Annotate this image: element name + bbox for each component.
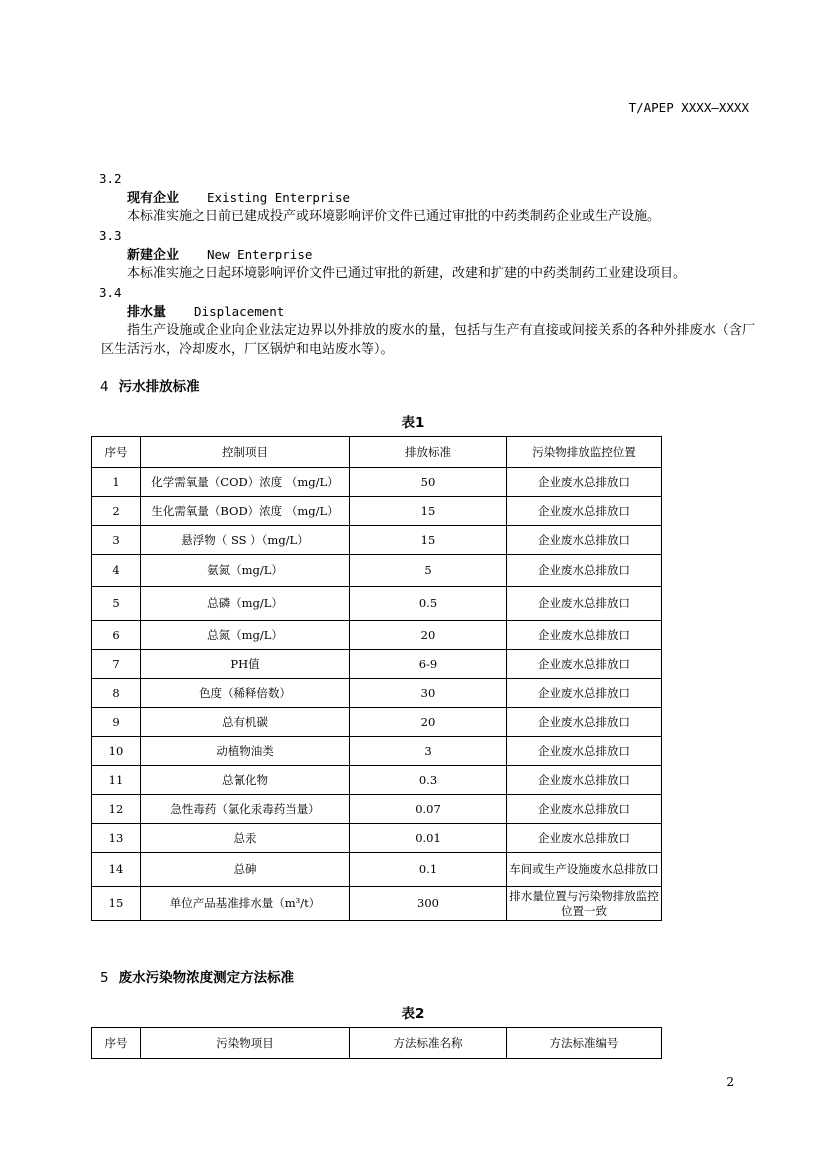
term-en: Displacement (194, 304, 285, 319)
document-code: T/APEP XXXX—XXXX (628, 100, 749, 115)
table-cell: 14 (92, 853, 141, 887)
header-cell: 方法标准名称 (350, 1028, 507, 1059)
table-cell: 13 (92, 824, 141, 853)
table-cell: 企业废水总排放口 (507, 497, 662, 526)
table-row (92, 526, 662, 555)
table-row (92, 708, 662, 737)
table-cell: 动植物油类 (141, 737, 350, 766)
table-cell: 生化需氧量（BOD）浓度 （mg/L） (141, 497, 350, 526)
table-cell: 企业废水总排放口 (507, 526, 662, 555)
table-cell: 0.07 (350, 795, 507, 824)
section-5-heading (100, 966, 294, 986)
table-cell: 30 (350, 679, 507, 708)
header-cell: 序号 (92, 437, 141, 468)
table-cell: 6 (92, 621, 141, 650)
table-cell: 15 (350, 497, 507, 526)
definition-text-3-3: 本标准实施之日起环境影响评价文件已通过审批的新建，改建和扩建的中药类制药工业建设项目。 (127, 266, 687, 281)
table-cell: 排水量位置与污染物排放监控位置一致 (507, 887, 662, 921)
table-row (92, 766, 662, 795)
emission-standards-table (91, 436, 662, 921)
table-cell: 10 (92, 737, 141, 766)
term-cn: 新建企业 (127, 248, 180, 263)
definition-text-3-4: 指生产设施或企业向企业法定边界以外排放的废水的量，包括与生产有直接或间接关系的各种外排废水（含厂区生活污水，冷却废水，厂区锅炉和电站废水等）。 (101, 323, 755, 357)
table-header-row (92, 1028, 662, 1059)
table-cell: 0.01 (350, 824, 507, 853)
table-cell: 车间或生产设施废水总排放口 (507, 853, 662, 887)
table-cell: 5 (92, 587, 141, 621)
header-cell: 序号 (92, 1028, 141, 1059)
table-cell: 单位产品基准排水量（m³/t） (141, 887, 350, 921)
table-cell: 5 (350, 555, 507, 587)
header-cell: 污染物项目 (141, 1028, 350, 1059)
table-cell: 悬浮物（ SS ）（mg/L） (141, 526, 350, 555)
table-cell: 企业废水总排放口 (507, 650, 662, 679)
term-new-enterprise (127, 245, 312, 265)
term-cn: 排水量 (127, 305, 167, 320)
table-cell: 企业废水总排放口 (507, 621, 662, 650)
table-cell: 9 (92, 708, 141, 737)
header-cell: 方法标准编号 (507, 1028, 662, 1059)
table-cell: 企业废水总排放口 (507, 766, 662, 795)
table-row (92, 587, 662, 621)
test-method-table (91, 1027, 662, 1059)
table-cell: 企业废水总排放口 (507, 824, 662, 853)
clause-number-3-3: 3.3 (99, 228, 122, 243)
table2-caption: 表2 (401, 1006, 425, 1022)
definition-text-3-2: 本标准实施之日前已建成投产或环境影响评价文件已通过审批的中药类制药企业或生产设施。 (127, 209, 661, 224)
table-cell: 企业废水总排放口 (507, 679, 662, 708)
table-cell: 急性毒药（氯化汞毒药当量） (141, 795, 350, 824)
table-cell: 300 (350, 887, 507, 921)
section-title: 污水排放标准 (118, 379, 200, 395)
header-cell: 排放标准 (350, 437, 507, 468)
table-cell: 总有机碳 (141, 708, 350, 737)
table-row (92, 621, 662, 650)
term-displacement (127, 302, 284, 322)
table-cell: 7 (92, 650, 141, 679)
table-cell: 企业废水总排放口 (507, 555, 662, 587)
table-cell: 0.5 (350, 587, 507, 621)
table-cell: 6-9 (350, 650, 507, 679)
table-row (92, 679, 662, 708)
section-number: 5 (100, 970, 109, 986)
table-row (92, 737, 662, 766)
section-number: 4 (100, 379, 109, 395)
table-cell: 0.1 (350, 853, 507, 887)
table-cell: 氨氮（mg/L） (141, 555, 350, 587)
table-cell: 企业废水总排放口 (507, 795, 662, 824)
table-row (92, 555, 662, 587)
table-cell: 15 (350, 526, 507, 555)
term-cn: 现有企业 (127, 191, 180, 206)
table-cell: 12 (92, 795, 141, 824)
table-cell: 企业废水总排放口 (507, 737, 662, 766)
term-en: New Enterprise (207, 247, 313, 262)
page-number: 2 (726, 1075, 734, 1089)
table-cell: 总磷（mg/L） (141, 587, 350, 621)
table-row (92, 887, 662, 921)
table-row (92, 497, 662, 526)
table-cell: 总汞 (141, 824, 350, 853)
table-cell: 0.3 (350, 766, 507, 795)
table-cell: 总氮（mg/L） (141, 621, 350, 650)
table-cell: 2 (92, 497, 141, 526)
clause-number-3-2: 3.2 (99, 171, 122, 186)
table-cell: 20 (350, 621, 507, 650)
table-cell: 11 (92, 766, 141, 795)
table-cell: 1 (92, 468, 141, 497)
table1-caption: 表1 (401, 415, 425, 431)
table-cell: 4 (92, 555, 141, 587)
table-cell: 8 (92, 679, 141, 708)
table-cell: 总氰化物 (141, 766, 350, 795)
table-header-row (92, 437, 662, 468)
table-cell: 化学需氧量（COD）浓度 （mg/L） (141, 468, 350, 497)
table-cell: 15 (92, 887, 141, 921)
table-cell: 3 (350, 737, 507, 766)
table-row (92, 468, 662, 497)
table-cell: PH值 (141, 650, 350, 679)
section-title: 废水污染物浓度测定方法标准 (118, 970, 295, 986)
term-existing-enterprise (127, 188, 350, 208)
header-cell: 控制项目 (141, 437, 350, 468)
table-cell: 20 (350, 708, 507, 737)
header-cell: 污染物排放监控位置 (507, 437, 662, 468)
table-cell: 50 (350, 468, 507, 497)
term-en: Existing Enterprise (207, 190, 351, 205)
clause-number-3-4: 3.4 (99, 285, 122, 300)
table-cell: 总砷 (141, 853, 350, 887)
table-cell: 3 (92, 526, 141, 555)
table-cell: 企业废水总排放口 (507, 468, 662, 497)
table-row (92, 795, 662, 824)
table-cell: 企业废水总排放口 (507, 587, 662, 621)
table-row (92, 853, 662, 887)
table-cell: 企业废水总排放口 (507, 708, 662, 737)
table-row (92, 824, 662, 853)
table-row (92, 650, 662, 679)
section-4-heading (100, 375, 200, 395)
table-cell: 色度（稀释倍数） (141, 679, 350, 708)
